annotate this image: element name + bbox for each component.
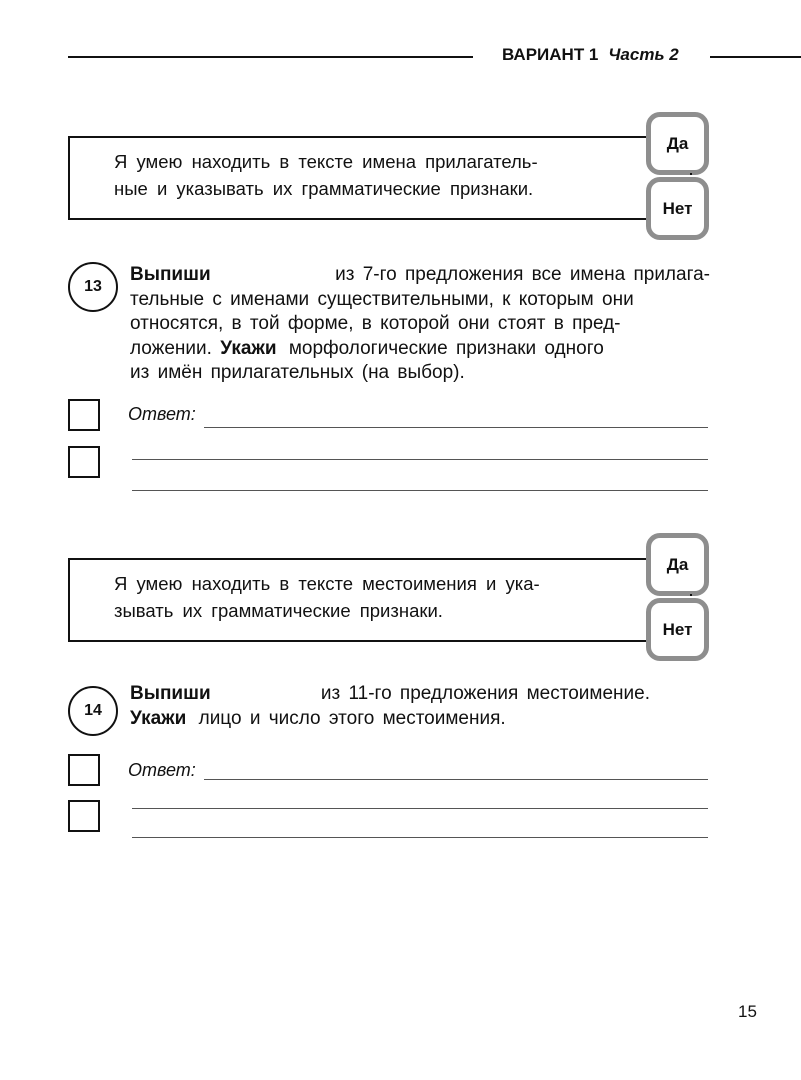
answer-line[interactable] — [132, 837, 708, 838]
answer-label: Ответ: — [128, 760, 196, 780]
answer-label: Ответ: — [128, 404, 196, 424]
self-check-text: Я умею находить в тексте имена прилагатель- ные и указывать их грамматические признаки. — [114, 151, 538, 199]
page-number: 15 — [738, 1002, 757, 1021]
answer-line[interactable] — [204, 427, 708, 428]
header-rule-left — [68, 56, 473, 58]
task-13-text: Выпиши из 7-го предложения все имена прилага- тельные с именами существительными, к которым они относятся, в той форме, в которой они стоят в пред- ложении. Укажи морфологические признаки одного из имён прилагательных (на выбор). — [130, 264, 710, 383]
task-14-text: Выпиши из 11-го предложения местоимение. Укажи лицо и число этого местоимения. — [130, 683, 650, 729]
yes-button[interactable]: Да — [646, 533, 709, 596]
answer-line[interactable] — [132, 459, 708, 460]
self-check-box-2 — [68, 558, 676, 642]
task-14-checkbox-1[interactable] — [68, 754, 100, 786]
answer-line[interactable] — [132, 808, 708, 809]
task-number-14: 14 — [68, 686, 118, 736]
answer-line[interactable] — [132, 490, 708, 491]
connector-dot — [690, 173, 692, 175]
part-label: Часть 2 — [608, 45, 679, 64]
connector-dot — [690, 594, 692, 596]
answer-line[interactable] — [204, 779, 708, 780]
no-button[interactable]: Нет — [646, 598, 709, 661]
header-title — [502, 45, 679, 65]
self-check-text: Я умею находить в тексте местоимения и ука- зывать их грамматические признаки. — [114, 573, 540, 621]
task-number-13: 13 — [68, 262, 118, 312]
self-check-box-1 — [68, 136, 676, 220]
yes-button[interactable]: Да — [646, 112, 709, 175]
header-rule-right — [710, 56, 801, 58]
no-button[interactable]: Нет — [646, 177, 709, 240]
task-13-checkbox-2[interactable] — [68, 446, 100, 478]
variant-label: ВАРИАНТ 1 — [502, 45, 599, 64]
task-13-checkbox-1[interactable] — [68, 399, 100, 431]
task-14-checkbox-2[interactable] — [68, 800, 100, 832]
